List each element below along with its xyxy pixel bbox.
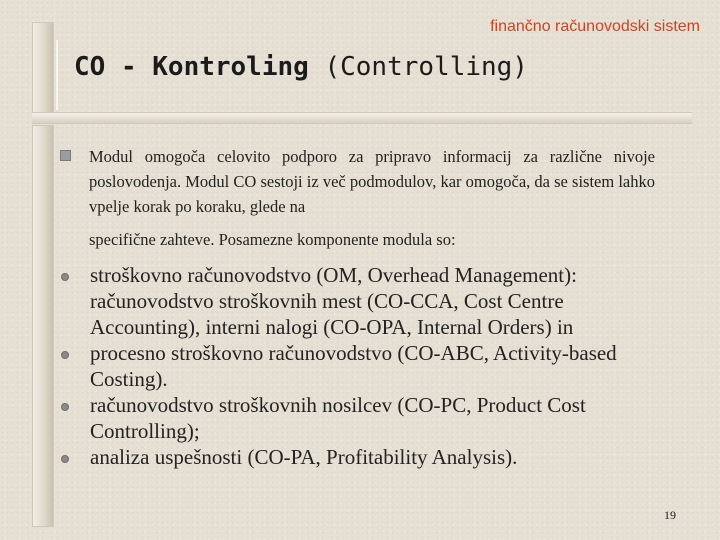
slide-title-rest: (Controlling) xyxy=(308,52,528,82)
list-item-text: analiza uspešnosti (CO-PA, Profitability Analysis). xyxy=(90,445,518,469)
list-item xyxy=(60,340,660,392)
list-item-text: stroškovno računovodstvo (OM, Overhead Management): računovodstvo stroškovnih mest (CO-CCA, Cost Centre Accounting), interni nalogi (CO-OPA, Internal Orders) in xyxy=(90,263,577,339)
decorative-vertical-bar-top xyxy=(32,22,54,114)
list-item xyxy=(60,262,660,340)
slide-title xyxy=(74,52,528,82)
square-bullet-icon xyxy=(60,150,71,161)
round-bullet-icon xyxy=(61,351,69,359)
list-item xyxy=(60,392,660,444)
list-item-text: procesno stroškovno računovodstvo (CO-ABC, Activity-based Costing). xyxy=(90,341,617,391)
intro-paragraph xyxy=(60,144,660,252)
slide-title-bold: CO - Kontroling xyxy=(74,52,309,82)
component-list xyxy=(60,262,660,470)
header-label: finančno računovodski sistem xyxy=(490,18,700,35)
list-item-text: računovodstvo stroškovnih nosilcev (CO-PC, Product Cost Controlling); xyxy=(90,393,586,443)
round-bullet-icon xyxy=(61,455,69,463)
intro-text-body: Modul omogoča celovito podporo za pripravo informacij za različne nivoje poslovodenja. Modul CO sestoji iz več podmodulov, kar omogoča, da se sistem lahko vpelje korak po koraku, glede na xyxy=(89,147,655,216)
intro-text xyxy=(89,144,655,252)
page-number: 19 xyxy=(664,508,676,522)
round-bullet-icon xyxy=(61,273,69,281)
decorative-vertical-bar-bottom xyxy=(32,125,54,527)
intro-text-last-line: specifične zahteve. Posamezne komponente modula so: xyxy=(89,230,456,249)
list-item xyxy=(60,444,660,470)
decorative-highlight-line xyxy=(56,40,58,110)
round-bullet-icon xyxy=(61,403,69,411)
decorative-horizontal-bar xyxy=(32,112,692,124)
